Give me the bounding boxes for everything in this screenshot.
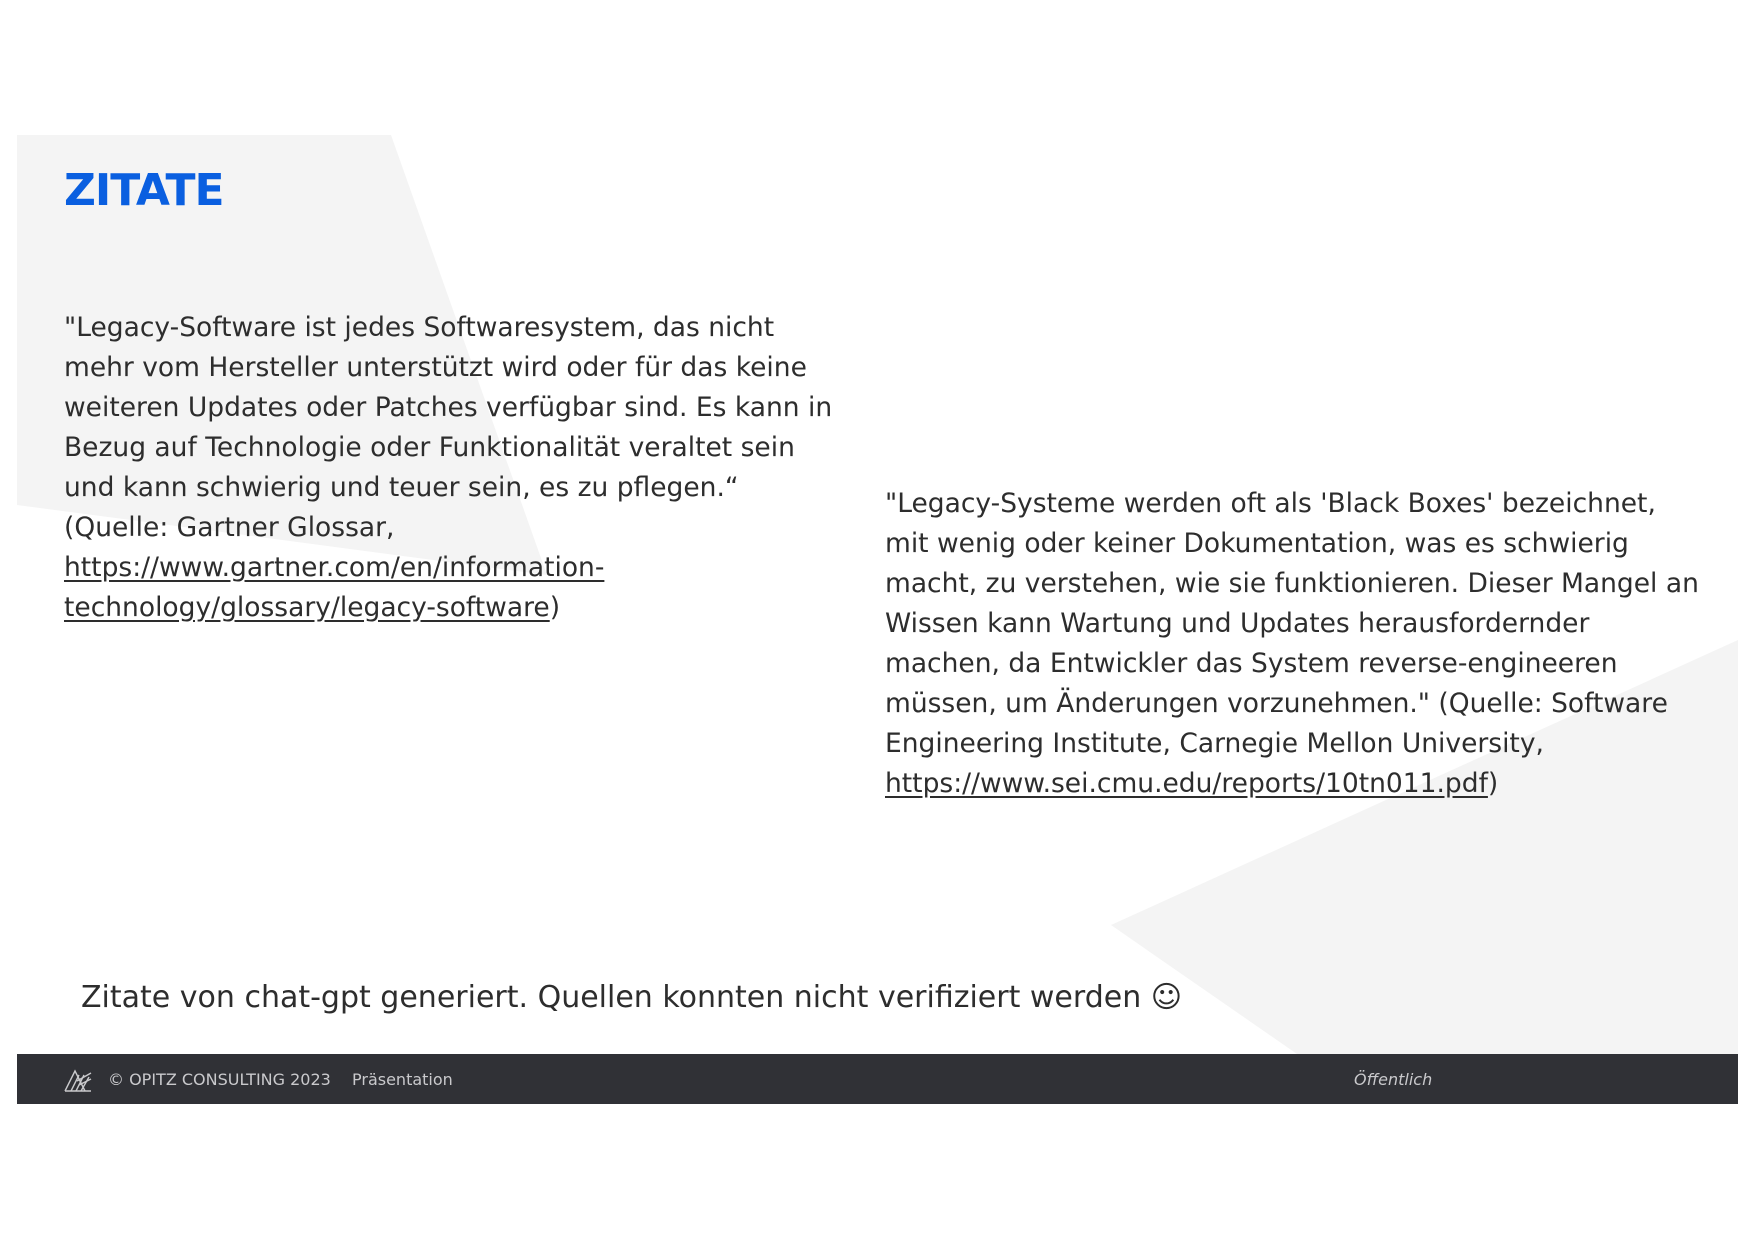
- footer-bar: [17, 1054, 1738, 1104]
- quote-left-source-suffix: ): [549, 592, 561, 623]
- chatgpt-note: Zitate von chat-gpt generiert. Quellen konnten nicht verifiziert werden ☺: [81, 980, 1183, 1015]
- footer-doc-type: Präsentation: [352, 1070, 453, 1089]
- gartner-source-link[interactable]: https://www.gartner.com/en/information-technology/glossary/legacy-software: [64, 552, 605, 623]
- footer-classification: Öffentlich: [1354, 1070, 1433, 1089]
- footer-copyright: © OPITZ CONSULTING 2023: [108, 1070, 331, 1089]
- quote-left: [64, 308, 834, 628]
- slide: [17, 135, 1738, 1104]
- quote-right: [885, 484, 1705, 804]
- quote-left-source-prefix: (Quelle: Gartner Glossar,: [64, 512, 395, 543]
- quote-right-text: "Legacy-Systeme werden oft als 'Black Boxes' bezeichnet, mit wenig oder keiner Dokumentation, was es schwierig macht, zu verstehen, wie sie funktionieren. Dieser Mangel an Wissen kann Wartung und Updates herausfordernder machen, da Entwickler das System reverse-engineeren müssen, um Änderungen vorzunehmen." (Quelle: Software Engineering Institute, Carnegie Mellon University,: [885, 488, 1699, 759]
- slide-title: ZITATE: [64, 165, 224, 216]
- opitz-logo-icon: [63, 1065, 93, 1093]
- quote-left-text: "Legacy-Software ist jedes Softwaresystem, das nicht mehr vom Hersteller unterstützt wird oder für das keine weiteren Updates oder Patches verfügbar sind. Es kann in Bezug auf Technologie oder Funktionalität veraltet sein und kann schwierig und teuer sein, es zu pflegen.“: [64, 312, 833, 503]
- sei-source-link[interactable]: https://www.sei.cmu.edu/reports/10tn011.pdf: [885, 768, 1488, 799]
- quote-right-source-suffix: ): [1487, 768, 1499, 799]
